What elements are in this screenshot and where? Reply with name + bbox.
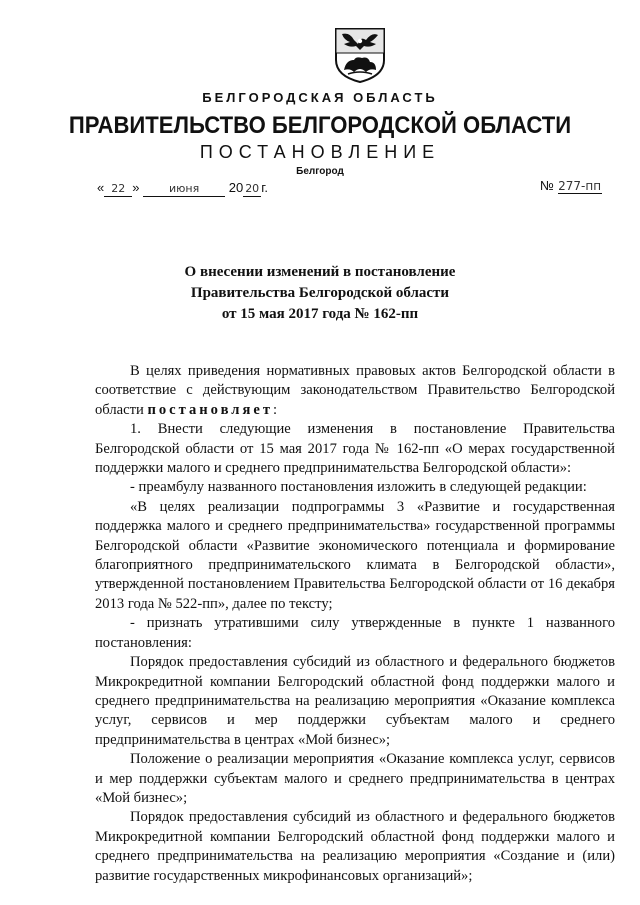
number-value: 277-пп (558, 179, 602, 193)
document-number (540, 178, 602, 194)
date-year-suffix: 20 (245, 182, 260, 195)
document-type: ПОСТАНОВЛЕНИЕ (199, 142, 441, 162)
body-paragraph: 1. Внести следующие изменения в постановление Правительства Белгородской области от 15 мая 2017 года № 162-пп «О мерах государственной поддержки малого и среднего предпринимательства Белгородской области»: (95, 421, 615, 477)
date-month: июня (143, 182, 225, 197)
subject-line: О внесении изменений в постановление (184, 264, 456, 280)
date-year-prefix: 20 (228, 180, 244, 195)
body-paragraph: - признать утратившими силу утвержденные в пункте 1 названного постановления: (95, 615, 615, 651)
subject-line: Правительства Белгородской области (190, 285, 450, 301)
date-open-quote: « (97, 180, 105, 195)
body-paragraph: Положение о реализации мероприятия «Оказание комплекса услуг, сервисов и мер поддержки субъектам малого и среднего предпринимательства в центрах «Мой бизнес»; (95, 751, 615, 806)
body-paragraph-preamble (95, 362, 615, 420)
number-sign: № (540, 178, 554, 193)
document-body (95, 362, 615, 886)
body-paragraph: Порядок предоставления субсидий из областного и федерального бюджетов Микрокредитной компании Белгородский областной фонд поддержки малого и среднего предпринимательства на реализацию мероприятия «Создание и (или) развитие государственных микрофинансовых организаций»; (95, 809, 615, 884)
preamble-text: В целях приведения нормативных правовых актов Белгородской области в соответствие с действующим законодательством Правительство Белгородской области (95, 363, 615, 418)
document-date (97, 180, 268, 197)
body-paragraph: Порядок предоставления субсидий из областного и федерального бюджетов Микрокредитной компании Белгородский областной фонд поддержки малого и среднего предпринимательства на реализацию мероприятия «Оказание комплекса услуг, сервисов и мер поддержки субъектам малого и среднего предпринимательства в центрах «Мой бизнес»; (95, 654, 615, 748)
document-subject (0, 262, 640, 325)
subject-line: от 15 мая 2017 года № 162-пп (221, 306, 419, 322)
decree-keyword: постановляет (147, 401, 274, 418)
date-year-mark: г. (261, 180, 268, 195)
government-name: ПРАВИТЕЛЬСТВО БЕЛГОРОДСКОЙ ОБЛАСТИ (68, 112, 572, 139)
city-name: Белгород (296, 166, 344, 177)
region-name: БЕЛГОРОДСКАЯ ОБЛАСТЬ (202, 90, 438, 105)
body-paragraph: - преамбулу названного постановления изложить в следующей редакции: (130, 479, 587, 496)
date-close-quote: » (132, 180, 140, 195)
coat-of-arms-emblem (330, 26, 390, 84)
body-paragraph: «В целях реализации подпрограммы 3 «Развитие и государственная поддержка малого и среднего предпринимательства» государственной программы Белгородской области «Развитие экономического потенциала и формирование благоприятного предпринимательского климата в Белгородской области», утвержденной постановлением Правительства Белгородской области от 16 декабря 2013 года № 522-пп», далее по тексту; (95, 498, 615, 612)
date-day: 22 (104, 182, 132, 197)
preamble-colon: : (273, 401, 278, 418)
